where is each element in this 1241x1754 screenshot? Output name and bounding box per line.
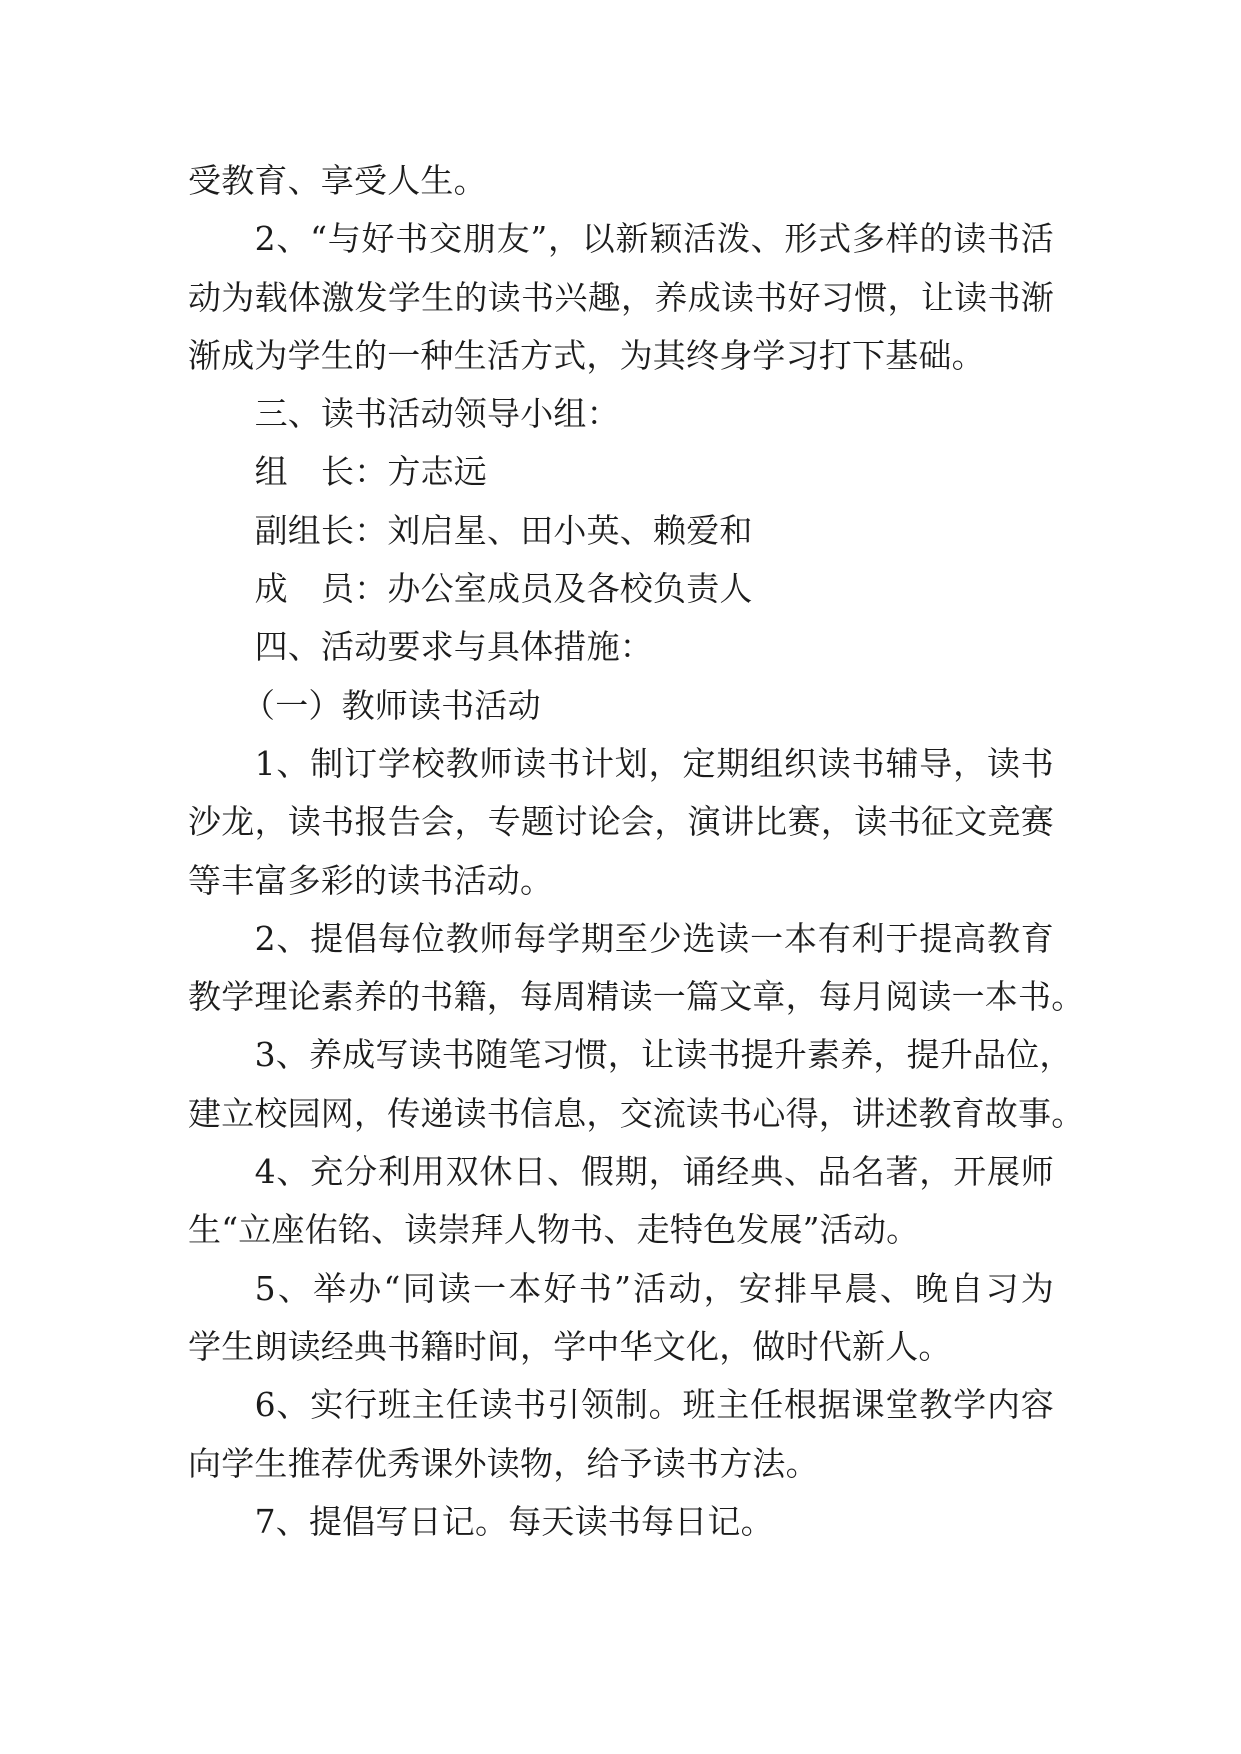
paragraph-line: 生“立座佑铭、读崇拜人物书、走特色发展”活动。 bbox=[188, 1210, 920, 1250]
paragraph-line: 2、提倡每位教师每学期至少选读一本有利于提高教育 bbox=[254, 918, 1054, 958]
list-item bbox=[188, 1143, 1054, 1260]
group-leader: 组 长：方志远 bbox=[254, 452, 487, 492]
paragraph-line: 教学理论素养的书籍，每周精读一篇文章，每月阅读一本书。 bbox=[188, 977, 1085, 1017]
leadership-group bbox=[188, 385, 1054, 618]
subsection-heading: （一）教师读书活动 bbox=[242, 685, 541, 725]
deputy-leaders: 副组长：刘启星、田小英、赖爱和 bbox=[254, 510, 753, 550]
paragraph-line: 4、充分利用双休日、假期，诵经典、品名著，开展师 bbox=[254, 1152, 1054, 1192]
requirements-section bbox=[188, 618, 1085, 1551]
paragraph-line: 等丰富多彩的读书活动。 bbox=[188, 860, 554, 900]
paragraph-line: 学生朗读经典书籍时间，学中华文化，做时代新人。 bbox=[188, 1326, 952, 1366]
section-heading: 三、读书活动领导小组： bbox=[254, 394, 620, 434]
list-item bbox=[188, 735, 1054, 910]
group-members: 成 员：办公室成员及各校负责人 bbox=[254, 569, 753, 609]
list-item bbox=[188, 1260, 1054, 1377]
paragraph-line: 3、养成写读书随笔习惯，让读书提升素养，提升品位， bbox=[254, 1035, 1073, 1075]
paragraph-goal-2 bbox=[188, 210, 1054, 385]
paragraph-line: 1、制订学校教师读书计划，定期组织读书辅导，读书 bbox=[254, 743, 1054, 783]
list-item bbox=[188, 1376, 1054, 1493]
paragraph-line: 建立校园网，传递读书信息，交流读书心得，讲述教育故事。 bbox=[188, 1093, 1085, 1133]
paragraph-line: 沙龙，读书报告会，专题讨论会，演讲比赛，读书征文竞赛 bbox=[188, 802, 1054, 842]
paragraph-continuation bbox=[188, 152, 1054, 210]
list-item bbox=[188, 1493, 1054, 1551]
paragraph-line: 向学生推荐优秀课外读物，给予读书方法。 bbox=[188, 1443, 819, 1483]
list-item bbox=[188, 1026, 1085, 1143]
paragraph-line: 2、“与好书交朋友”，以新颖活泼、形式多样的读书活 bbox=[254, 219, 1054, 259]
paragraph-line: 受教育、享受人生。 bbox=[188, 161, 487, 200]
paragraph-line: 6、实行班主任读书引领制。班主任根据课堂教学内容 bbox=[254, 1385, 1054, 1425]
paragraph-line: 7、提倡写日记。每天读书每日记。 bbox=[254, 1501, 774, 1541]
paragraph-line: 渐成为学生的一种生活方式，为其终身学习打下基础。 bbox=[188, 335, 985, 375]
paragraph-line: 动为载体激发学生的读书兴趣，养成读书好习惯，让读书渐 bbox=[188, 277, 1054, 317]
section-heading: 四、活动要求与具体措施： bbox=[254, 627, 653, 667]
document-body bbox=[188, 152, 1085, 1551]
paragraph-line: 5、举办“同读一本好书”活动，安排早晨、晚自习为 bbox=[254, 1268, 1054, 1308]
list-item bbox=[188, 910, 1085, 1027]
